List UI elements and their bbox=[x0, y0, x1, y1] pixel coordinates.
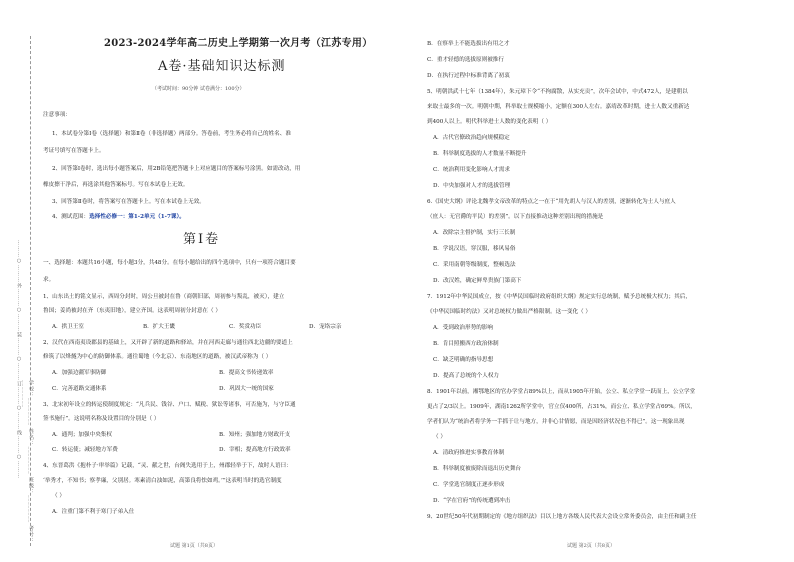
notice-1a: 1、本试卷分第Ⅰ卷（选择题）和第Ⅱ卷（非选择题）两部分。答卷前，考生务必将自己的姓名、准 bbox=[52, 131, 291, 137]
q7-stem-a: 7．1912年中华民国成立，按《中华民国临时政府组织大纲》规定实行总统制，赋予总统极大权力；其后， bbox=[427, 294, 691, 300]
q4-stem-b: ‘举秀才，不知书；察孝廉，父别居。寒素清白浊如泥，高第良将怯如鸡。’”这表明当时的选官制度 bbox=[43, 478, 282, 484]
q2-stem-b: 修筑了以烽燧为中心的防御体系。通往蜀地（今北京）、东南地区的道路，被汉武帝称为（ ） bbox=[43, 354, 272, 360]
q7-option-a: A．受到政治形势的影响 bbox=[433, 325, 493, 331]
q9-stem-a: 9、20世纪50年代初期制定的《地方组织法》目以上地方各级人民代表大会设立常务委员会，由主任和副主任 bbox=[427, 514, 697, 520]
q6-option-a: A．改除宗主督护制，实行三长制 bbox=[433, 230, 516, 236]
q8-option-c: C．学堂选官制度正逐步形成 bbox=[433, 482, 505, 488]
q3-stem-a: 3、北宋初年设立的转运使制度规定：“凡兵民、钱谷、户口、赋税、狱讼等诸事，可否施为，与守臣通 bbox=[43, 402, 296, 408]
q5-option-a: A．古代官僚政治趋向规模稳定 bbox=[433, 135, 510, 141]
notice-2b: 橡皮擦干净后，再选涂其他答案标号。写在本试卷上无效。 bbox=[43, 182, 189, 188]
footer-page-1: 试题 第1页（共8页） bbox=[170, 543, 218, 549]
q5-option-b: B．科举制度选拔的人才数量不断提升 bbox=[433, 151, 527, 157]
q6-option-b: B．学说汉语，穿汉服，移风易俗 bbox=[433, 246, 516, 252]
exam-meta: （考试时间：90分钟 试卷满分：100分） bbox=[152, 86, 245, 92]
part1-b: 求。 bbox=[43, 277, 55, 283]
q5-option-c: C．统治利用变化影响人才需求 bbox=[433, 167, 510, 173]
q5-stem-c: 到400人以上。明代科举进士人数的变化表明（ ） bbox=[427, 119, 552, 125]
q6-option-d: D．改汉姓，确定鲜卑贵族门第高下 bbox=[433, 278, 522, 284]
q7-option-b: B．肯目照搬西方政治体制 bbox=[433, 341, 499, 347]
notice-heading: 注意事项： bbox=[43, 112, 71, 118]
q4-option-a: A．注重门第不利于寒门子弟入仕 bbox=[52, 509, 135, 515]
q8-stem-b: 更占了2/3以上。1909年，湖南1262所学堂中，官立仅400所，占31%，而公立、私立学堂占69%。所以， bbox=[427, 404, 696, 410]
q8-option-a: A．清政府推进实事教育体制 bbox=[433, 450, 505, 456]
notice-4 bbox=[52, 214, 185, 221]
q2-option-d: D．巩固大一统的国家 bbox=[219, 386, 274, 392]
q6-stem-a: 6.《国史大纲》评论北魏孝文帝改革的特点之一在于“用先胡人与汉人的差别，逐渐转化为士人与庶人 bbox=[427, 199, 676, 205]
q3-stem-b: 签书施行”。这说明名称及设置目的分别是（ ） bbox=[43, 416, 160, 422]
notice-4-prefix: 4、测试范围： bbox=[52, 214, 90, 220]
q5-option-d: D．中央加强对人才的选拔管理 bbox=[433, 183, 511, 189]
q8-stem-a: 8．1901年以前，湘鄂地区的官办学堂占89%以上，而从1905年开始，公立、私立学堂一跃而上，公立学堂 bbox=[427, 389, 696, 395]
q8-option-b: B．科举制度被废除而退出历史舞台 bbox=[433, 466, 522, 472]
right-page bbox=[397, 0, 794, 562]
footer-page-2: 试题 第2页（共8页） bbox=[567, 543, 615, 549]
q4-option-d: D．在执行过程中标准背离了初衷 bbox=[427, 73, 510, 79]
exam-subtitle: A卷·基础知识达标测 bbox=[158, 59, 286, 74]
q1-option-a: A．拱卫王室 bbox=[52, 324, 85, 330]
q2-option-b: B．提高文书传递效率 bbox=[219, 370, 274, 376]
q6-option-c: C．采用南朝等级制度，整顿选法 bbox=[433, 262, 516, 268]
student-info-margin: 学校：________ 姓名：________ 班级：________ 考号：________ bbox=[22, 380, 34, 544]
q7-stem-b: 《中华民国临时约法》又对总统权力做出严格限制。这一变化（ ） bbox=[427, 309, 591, 315]
q1-option-d: D．宠络宗亲 bbox=[309, 324, 342, 330]
q1-option-c: C．奖赏功臣 bbox=[229, 324, 262, 330]
notice-4-scope: 选择性必修一：第1-2单元（1-7课）。 bbox=[89, 214, 185, 220]
q2-stem-a: 2、汉代在西南夷设郡县的基础上，又开辟了新的道路和驿站，并在河西走廊与通往西北边疆的要道上 bbox=[43, 340, 293, 346]
exam-title: 2023-2024学年高二历史上学期第一次月考（江苏专用） bbox=[104, 38, 373, 49]
q4-option-c: C．重才轻德的选拔原则被推行 bbox=[427, 57, 504, 63]
q1-option-b: B．扩大王畿 bbox=[143, 324, 176, 330]
q7-option-c: C．缺乏明确的指导思想 bbox=[433, 357, 494, 363]
q8-stem-d: （ ） bbox=[433, 434, 446, 440]
q2-option-a: A．加强边疆军事防御 bbox=[52, 370, 107, 376]
q4-option-b: B．在察举上不能选拔出有用之才 bbox=[427, 41, 510, 47]
q6-stem-b: （庶人：无官爵的平民）的差别”。以下直接推动这种差别出现的措施是 bbox=[427, 214, 604, 220]
q5-stem-a: 5、明朝洪武十七年（1384年），朱元璋下令“不拘腐散，从实充贡”，次年会试中，中式472人，是建朝以 bbox=[427, 89, 688, 95]
q1-stem-a: 1、山东出土的铭文显示，西周分封时，周公旦被封在鲁（商朝旧部，周初参与叛乱，被灭），建立 bbox=[43, 294, 285, 300]
q4-stem-c: （ ） bbox=[52, 493, 65, 499]
q8-stem-c: 学者们认为“统治者将学务一手抓于让与地方，并非心甘情愿，而是因经济状况也不得已”。这一现象出现 bbox=[427, 419, 685, 425]
q1-stem-b: 鲁国；姜尚被封在齐（东夷旧地），建立齐国。这表明周初分封意在（ ） bbox=[43, 308, 221, 314]
q4-stem-a: 4、东晋葛洪《抱朴子·审举篇》记载，“灵、献之世，台阁失选用于上，州郡轻举于下，故时人语曰： bbox=[43, 463, 292, 469]
q2-option-c: C．完善道路交通体系 bbox=[52, 386, 107, 392]
q7-option-d: D．提高了总统的个人权力 bbox=[433, 373, 500, 379]
notice-2a: 2、回答第Ⅰ卷时，选出每小题答案后，用2B铅笔把答题卡上对应题目的答案标号涂黑。如需改动，用 bbox=[52, 166, 301, 172]
notice-3: 3、回答第Ⅱ卷时，将答案写在答题卡上。写在本试卷上无效。 bbox=[52, 199, 205, 205]
notice-1b: 考证号填写在答题卡上。 bbox=[43, 148, 105, 154]
binding-margin-text: ………○………外………○………装………○………订………○………线………○……… bbox=[16, 240, 22, 479]
q3-option-c: C．转运使；减轻地方军费 bbox=[52, 447, 118, 453]
q3-option-d: D．宰相；提高地方行政效率 bbox=[219, 447, 291, 453]
part1-a: 一、选择题：本题共16小题，每小题3分，共48分。在每小题给出的四个选项中，只有一项符合题目要 bbox=[43, 260, 296, 266]
q3-option-b: B．知州；强加地方财政开支 bbox=[219, 432, 291, 438]
q5-stem-b: 来取士最多的一次。明朝中期，科举取士规模缩小，定额在300人左右。嘉靖改革时期，进士人数又重新达 bbox=[427, 104, 690, 110]
q3-option-a: A．通判；加强中央集权 bbox=[52, 432, 112, 438]
q8-option-d: D．“学在官府”的传统遭到冲击 bbox=[433, 498, 511, 504]
section-title: 第Ⅰ卷 bbox=[183, 232, 221, 247]
